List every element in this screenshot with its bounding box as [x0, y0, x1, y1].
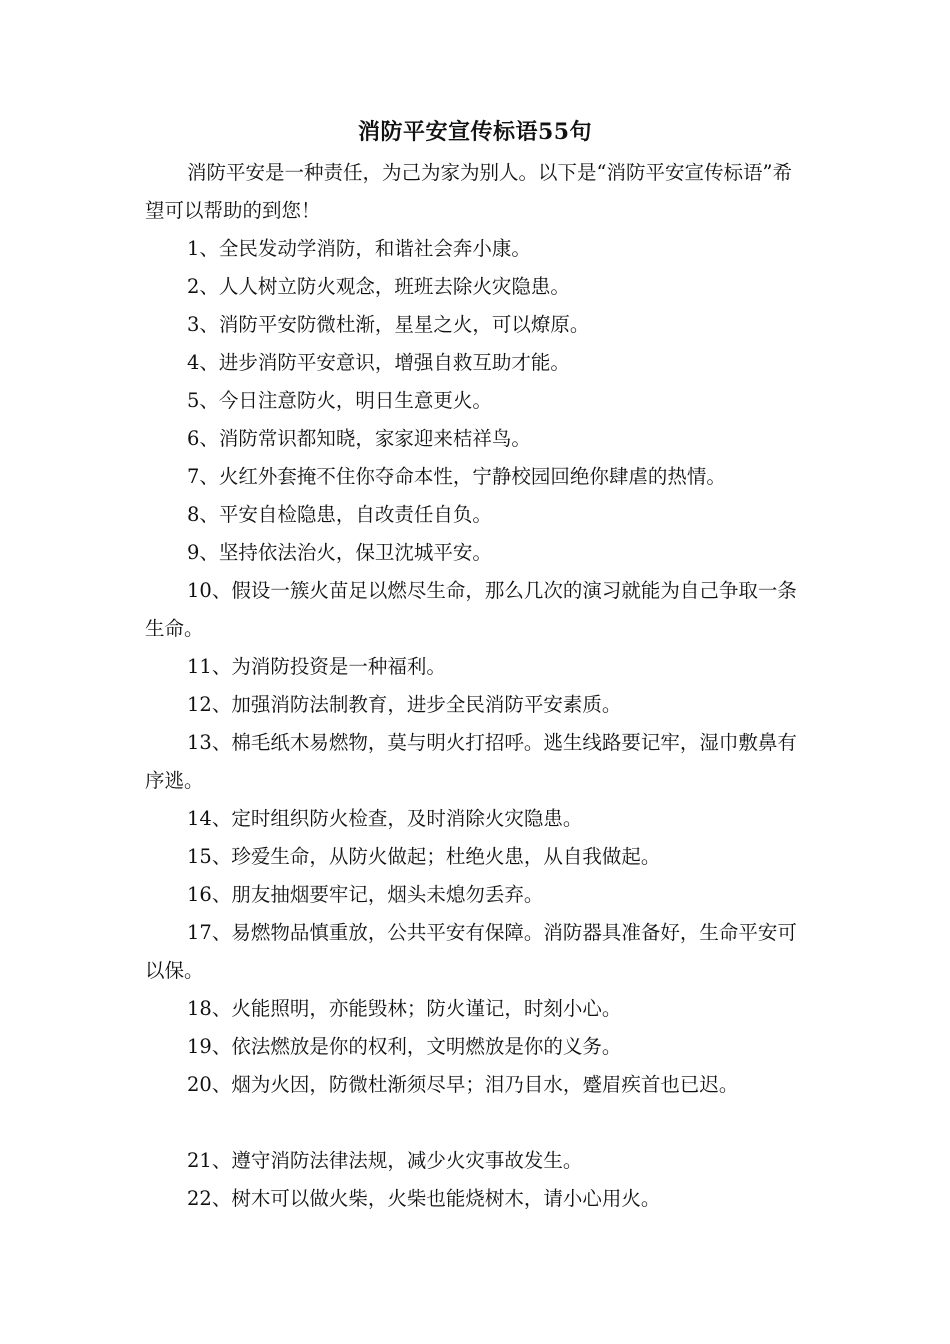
slogan-item-6: 6、消防常识都知晓，家家迎来桔祥鸟。 [187, 427, 531, 450]
slogan-item-11: 11、为消防投资是一种福利。 [187, 655, 446, 678]
slogan-item-22: 22、树木可以做火柴，火柴也能烧树木，请小心用火。 [187, 1187, 661, 1210]
blank-line [145, 1104, 810, 1142]
slogan-item-19: 19、依法燃放是你的权利，文明燃放是你的义务。 [187, 1035, 622, 1058]
slogan-item-18: 18、火能照明，亦能毁林；防火谨记，时刻小心。 [187, 997, 622, 1020]
slogan-item-17: 17、易燃物品慎重放，公共平安有保障。消防器具准备好，生命平安可以保。 [145, 921, 797, 982]
slogan-item-13: 13、棉毛纸木易燃物，莫与明火打招呼。逃生线路要记牢，湿巾敷鼻有序逃。 [145, 731, 797, 792]
slogan-item-20: 20、烟为火因，防微杜渐须尽早；泪乃目水，蹙眉疾首也已迟。 [187, 1073, 739, 1096]
slogan-item-15: 15、珍爱生命，从防火做起；杜绝火患，从自我做起。 [187, 845, 661, 868]
slogan-item-21: 21、遵守消防法律法规，减少火灾事故发生。 [187, 1149, 583, 1172]
slogan-item-12: 12、加强消防法制教育，进步全民消防平安素质。 [187, 693, 622, 716]
document-body [145, 154, 810, 1218]
slogan-item-10: 10、假设一簇火苗足以燃尽生命，那么几次的演习就能为自己争取一条生命。 [145, 579, 797, 640]
slogan-item-9: 9、坚持依法治火，保卫沈城平安。 [187, 541, 492, 564]
slogan-item-1: 1、全民发动学消防，和谐社会奔小康。 [187, 237, 531, 260]
slogan-item-4: 4、进步消防平安意识，增强自救互助才能。 [187, 351, 570, 374]
slogan-item-5: 5、今日注意防火，明日生意更火。 [187, 389, 492, 412]
slogan-item-2: 2、人人树立防火观念，班班去除火灾隐患。 [187, 275, 570, 298]
slogan-item-7: 7、火红外套掩不住你夺命本性，宁静校园回绝你肆虐的热情。 [187, 465, 726, 488]
slogan-item-8: 8、平安自检隐患，自改责任自负。 [187, 503, 492, 526]
slogan-item-14: 14、定时组织防火检查，及时消除火灾隐患。 [187, 807, 583, 830]
document-title: 消防平安宣传标语55句 [357, 119, 593, 145]
intro-paragraph: 消防平安是一种责任，为己为家为别人。以下是“消防平安宣传标语”希望可以帮助的到您！ [145, 161, 792, 222]
slogan-item-16: 16、朋友抽烟要牢记，烟头未熄勿丢弃。 [187, 883, 544, 906]
slogan-item-3: 3、消防平安防微杜渐，星星之火，可以燎原。 [187, 313, 590, 336]
